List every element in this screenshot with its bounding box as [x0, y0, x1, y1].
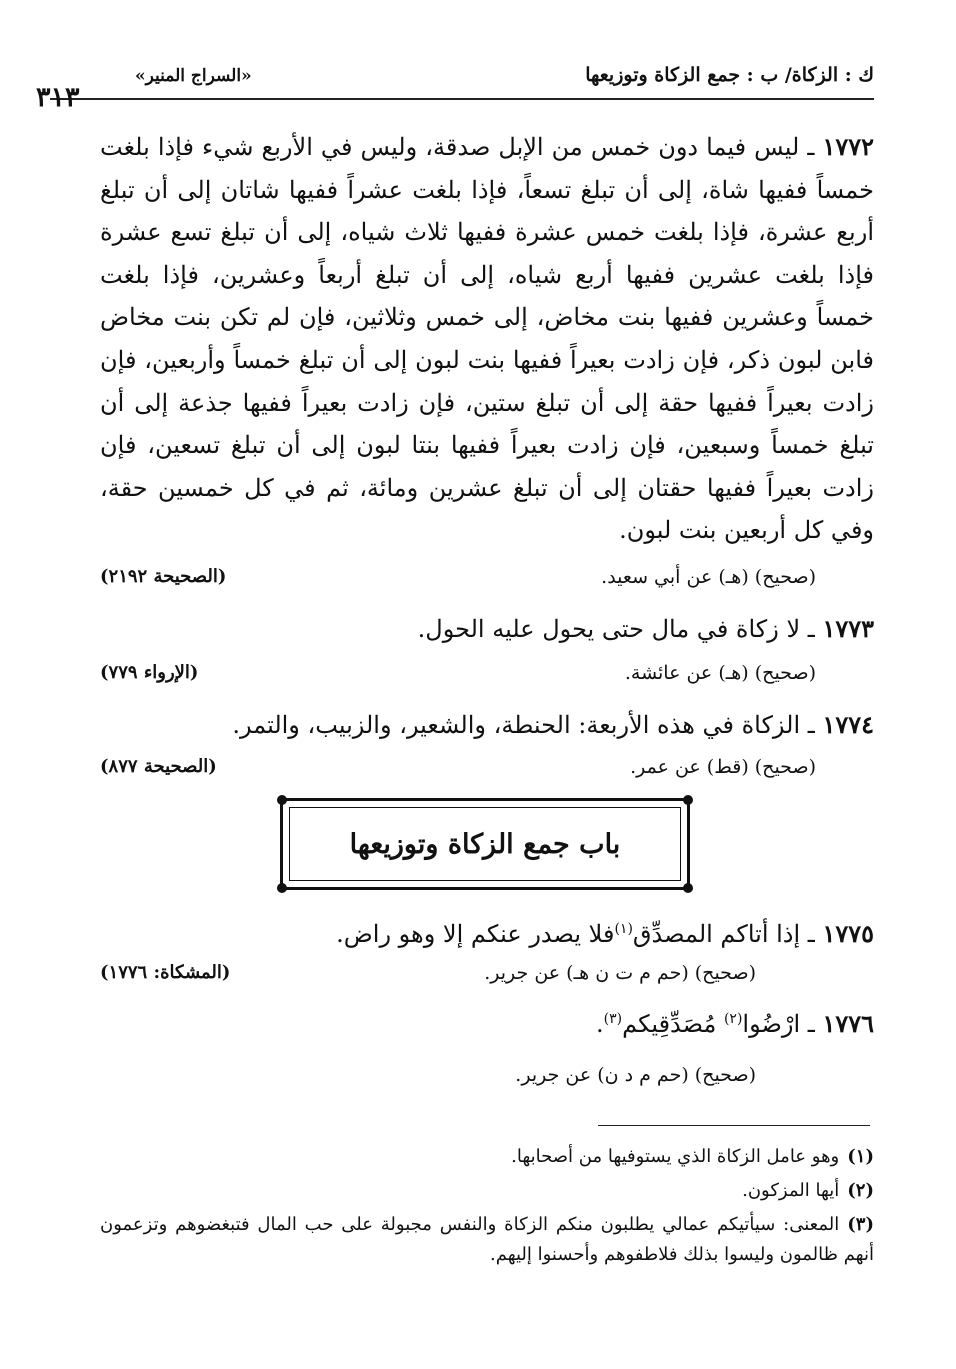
hadith-1775 — [100, 908, 874, 956]
header-section-title: ك : الزكاة/ ب : جمع الزكاة وتوزيعها — [585, 64, 874, 86]
header-book-title: «السراج المنير» — [135, 66, 252, 86]
footnote-divider — [598, 1125, 870, 1126]
box-corner-ornament — [683, 795, 693, 805]
hadith-1774 — [100, 704, 874, 747]
footnote-2 — [100, 1176, 874, 1206]
hadith-text: ـ ليس فيما دون خمس من الإبل صدقة، وليس في الأربع شيء فإذا بلغت خمساً ففيها شاة، إلى أن تبلغ تسعاً، فإذا بلغت عشراً ففيها شاتان إلى أن تبلغ أربع عشرة، فإذا بلغت خمس عشرة ففيها ثلاث شياه، إلى أن تبلغ تسع عشرة فإذا بلغت عشرين ففيها أربع شياه، إلى أن تبلغ أربعاً وعشرين، فإذا بلغت خمساً وعشرين ففيها بنت مخاض، إلى خمس وثلاثين، فإن لم تكن بنت مخاض فابن لبون ذكر، فإن زادت بعيراً ففيها بنت لبون إلى أن تبلغ خمساً وأربعين، فإن زادت بعيراً ففيها حقة إلى أن تبلغ ستين، فإن زادت بعيراً ففيها جذعة إلى أن تبلغ خمساً وسبعين، فإن زادت بعيراً ففيها بنتا لبون إلى أن تبلغ تسعين، فإن زادت بعيراً ففيها حقتان إلى أن تبلغ عشرين ومائة، ثم في كل خمسين حقة، وفي كل أربعين بنت لبون. — [100, 133, 875, 545]
footnote-number: (٣) — [847, 1214, 874, 1235]
footnote-3 — [100, 1210, 874, 1270]
hadith-number: ١٧٧٣ — [822, 614, 874, 643]
hadith-source: (صحيح) (حم م ت ن هـ) عن جرير. — [484, 962, 756, 984]
hadith-source: (صحيح) (قط) عن عمر. — [630, 756, 816, 778]
box-corner-ornament — [683, 883, 693, 893]
hadith-source: (صحيح) (هـ) عن عائشة. — [624, 662, 816, 684]
running-header — [36, 58, 874, 113]
footnote-1 — [100, 1142, 874, 1172]
footnote-number: (٢) — [847, 1180, 874, 1201]
hadith-1775-source-row — [100, 962, 816, 994]
hadith-text-cont: فلا يصدر عنكم إلا وهو راض. — [336, 920, 615, 948]
hadith-number: ١٧٧٤ — [822, 710, 874, 739]
hadith-1773 — [100, 608, 874, 651]
hadith-text: ـ ارْضُوا — [742, 1010, 815, 1038]
hadith-reference: (الصحيحة ٢١٩٢) — [100, 566, 227, 587]
hadith-text-end: . — [596, 1010, 604, 1038]
footnote-number: (١) — [847, 1146, 874, 1167]
page-number: ٣١٣ — [36, 82, 80, 113]
hadith-text: ـ إذا أتاكم المصدِّق — [632, 920, 815, 948]
footnote-marker: (١) — [614, 921, 633, 937]
hadith-reference: (المشكاة: ١٧٧٦) — [100, 962, 231, 983]
hadith-1776 — [100, 998, 874, 1046]
hadith-reference: (الإرواء ٧٧٩) — [100, 662, 199, 683]
hadith-text: ـ الزكاة في هذه الأربعة: الحنطة، والشعير، والزبيب، والتمر. — [232, 711, 815, 739]
hadith-number: ١٧٧٦ — [822, 1009, 874, 1038]
box-corner-ornament — [277, 795, 287, 805]
hadith-source: (صحيح) (هـ) عن أبي سعيد. — [601, 566, 816, 588]
hadith-number: ١٧٧٢ — [822, 132, 874, 161]
footnote-marker: (٣) — [603, 1011, 623, 1027]
chapter-heading-box — [280, 798, 690, 890]
hadith-reference: (الصحيحة ٨٧٧) — [100, 756, 217, 777]
hadith-1772 — [100, 126, 874, 552]
chapter-title: باب جمع الزكاة وتوزيعها — [349, 828, 621, 860]
hadith-1773-source-row — [100, 662, 816, 694]
footnote-text: أيها المزكون. — [742, 1180, 840, 1201]
hadith-1772-source-row — [100, 566, 816, 598]
hadith-text: ـ لا زكاة في مال حتى يحول عليه الحول. — [417, 615, 815, 643]
hadith-1776-source-row — [100, 1064, 816, 1096]
hadith-1774-source-row — [100, 756, 816, 788]
hadith-source: (صحيح) (حم م د ن) عن جرير. — [515, 1064, 756, 1086]
hadith-number: ١٧٧٥ — [822, 919, 874, 948]
footnote-text: المعنى: سيأتيكم عمالي يطلبون منكم الزكاة والنفس مجبولة على حب المال فتبغضوهم وتزعمون أنهم ظالمون وليسوا بذلك فلاطفوهم وأحسنوا إليهم. — [100, 1214, 874, 1265]
footnote-marker: (٢) — [723, 1011, 743, 1027]
footnote-text: وهو عامل الزكاة الذي يستوفيها من أصحابها. — [511, 1146, 840, 1167]
hadith-text-cont: مُصَدِّقِيكم — [622, 1010, 724, 1038]
box-corner-ornament — [277, 883, 287, 893]
